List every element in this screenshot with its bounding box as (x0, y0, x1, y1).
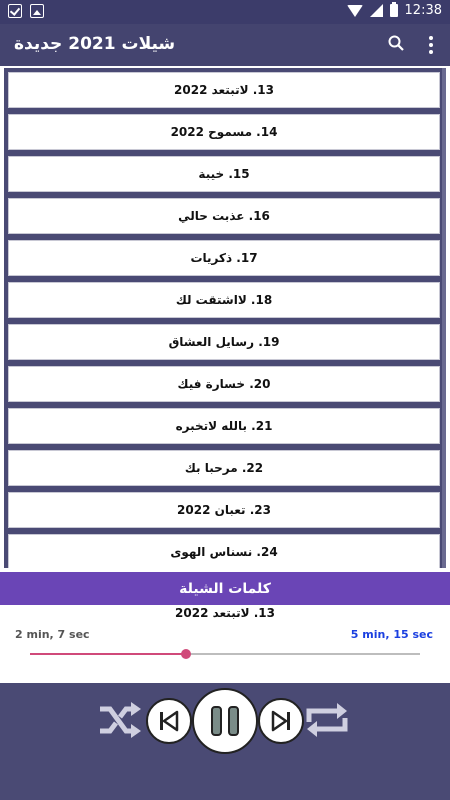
list-item[interactable]: 16. عذبت حالي (8, 198, 440, 234)
app-title: شيلات 2021 جديدة (14, 34, 176, 54)
list-item[interactable]: 17. ذكريات (8, 240, 440, 276)
song-list[interactable] (4, 68, 446, 568)
list-item[interactable]: 20. خسارة فيك (8, 366, 440, 402)
status-bar (0, 0, 450, 24)
total-duration: 5 min, 15 sec (350, 628, 433, 641)
elapsed-time: 2 min, 7 sec (15, 628, 90, 641)
image-notification-icon (30, 4, 44, 18)
list-item[interactable]: 19. رسايل العشاق (8, 324, 440, 360)
lyrics-button[interactable]: كلمات الشيلة (0, 572, 450, 605)
list-item[interactable]: 15. خيبة (8, 156, 440, 192)
seek-progress (30, 653, 186, 655)
pause-button[interactable] (192, 688, 258, 754)
previous-button[interactable] (146, 698, 192, 744)
seek-bar[interactable] (30, 653, 420, 655)
search-icon[interactable] (388, 35, 404, 51)
list-item[interactable]: 21. بالله لاتخبره (8, 408, 440, 444)
battery-icon (390, 4, 398, 17)
previous-icon (148, 700, 190, 742)
repeat-icon[interactable] (304, 700, 350, 740)
seek-thumb[interactable] (181, 649, 191, 659)
list-item[interactable]: 14. مسموح 2022 (8, 114, 440, 150)
list-item[interactable]: 24. نسناس الهوى (8, 534, 440, 568)
wifi-icon (347, 5, 363, 17)
list-item[interactable]: 23. تعبان 2022 (8, 492, 440, 528)
now-playing-title: 13. لاتبتعد 2022 (175, 606, 275, 620)
player-controls (0, 683, 450, 800)
overflow-menu-icon[interactable] (429, 36, 433, 54)
list-item[interactable]: 18. لااشتقت لك (8, 282, 440, 318)
status-time: 12:38 (404, 3, 442, 18)
shuffle-icon[interactable] (98, 700, 142, 740)
list-scrollbar[interactable] (442, 68, 446, 568)
app-bar (0, 24, 450, 66)
signal-icon (370, 4, 383, 17)
checkbox-notification-icon (8, 4, 22, 18)
list-item[interactable]: 22. مرحبا بك (8, 450, 440, 486)
list-item[interactable]: 13. لاتبتعد 2022 (8, 72, 440, 108)
next-button[interactable] (258, 698, 304, 744)
next-icon (260, 700, 302, 742)
pause-icon (194, 690, 256, 752)
